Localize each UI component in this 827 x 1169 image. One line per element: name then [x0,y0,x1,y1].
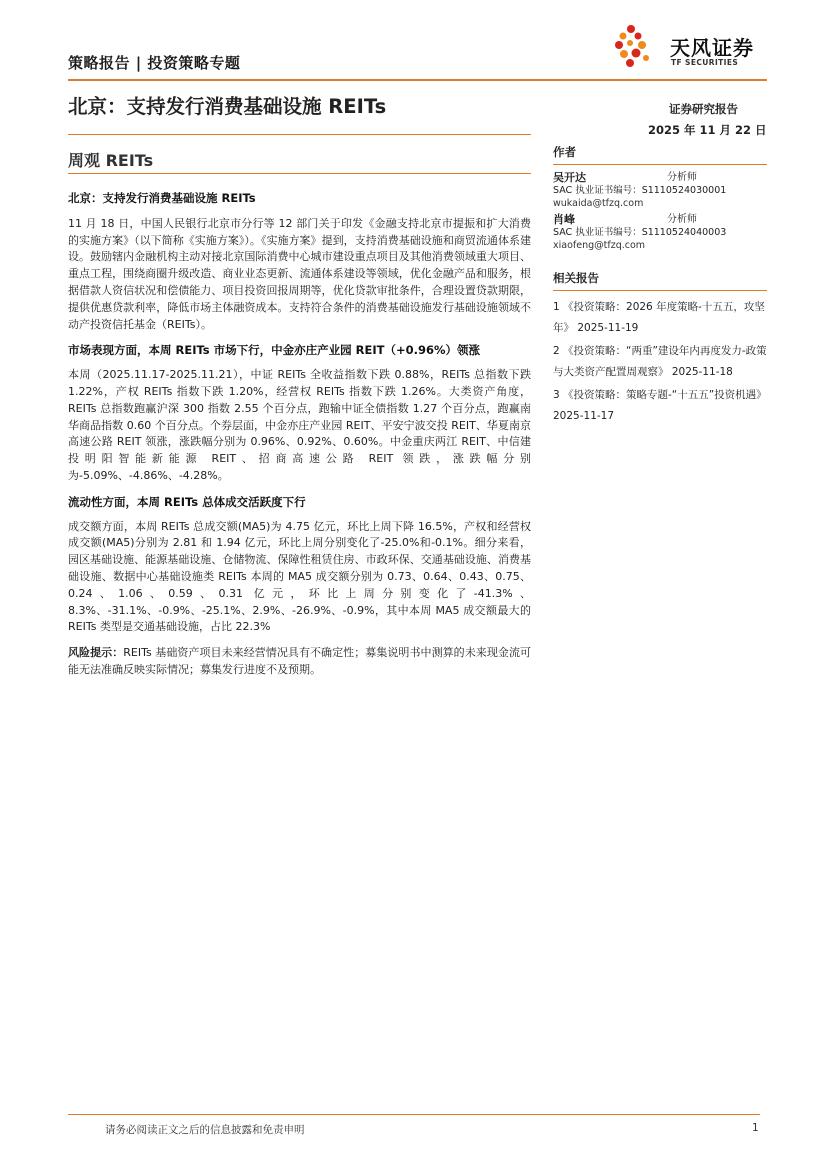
author-sac: SAC 执业证书编号：S1110524030001 [553,185,727,196]
document-type: 证券研究报告 [669,102,738,116]
author-email[interactable]: xiaofeng@tfzq.com [553,240,646,251]
author-sac: SAC 执业证书编号：S1110524040003 [553,227,727,238]
risk-warning [68,645,531,679]
main-content [68,190,531,688]
author-role: 分析师 [667,172,697,183]
related-report-link[interactable]: 1 《投资策略：2026 年度策略-十五五，攻坚年》 2025-11-19 [553,301,765,334]
paragraph-liquidity: 成交额方面，本周 REITs 总成交额(MA5)为 4.75 亿元，环比上周下降 16.5%，产权和经营权成交额(MA5)分别为 2.81 和 1.94 亿元，环比上周分别变化了-25.0%和-0.1%。细分来看，园区基础设施、能源基础设施、仓储物流、保障性租赁住房、市政环保、交通基础设施、消费基础设施、数据中心基础设施类 REITs 本周的 MA5 成交额分别为 0.73、0.64、0.43、0.75、0.24、1.06、0.59、0.31 亿元，环比上周分别变化了-41.3%、8.3%、-31.1%、-0.9%、-25.1%、2.9%、-26.9%、-0.9%，其中本周 MA5 成交额最大的 REITs 类型是交通基础设施，占比 22.3% [68,519,531,634]
author-name: 肖峰 [553,213,575,226]
author-role: 分析师 [667,214,697,225]
paragraph-policy: 11 月 18 日，中国人民银行北京市分行等 12 部门关于印发《金融支持北京市提振和扩大消费的实施方案》（以下简称《实施方案》）。《实施方案》提到，支持消费基础设施和商贸流通体系建设。鼓励辖内金融机构主动对接北京国际消费中心城市建设重点项目及其他消费领域重大项目、重点工程，围绕商圈升级改造、商业业态更新、流通体系建设等领域，优化金融产品和服务，根据借款人资信状况和偿债能力、项目投资回报周期等，优化贷款审批条件，合理设置贷款期限，提供优惠贷款利率，降低市场主体融资成本。支持符合条件的消费基础设施发行基础设施领域不动产投资信托基金（REITs）。 [68,216,531,331]
related-reports [553,297,767,427]
related-report-link[interactable]: 2 《投资策略：“两重”建设年内再度发力-政策与大类资产配置周观察》 2025-11-18 [553,345,767,378]
author-email[interactable]: wukaida@tfzq.com [553,198,644,209]
sidebar [553,140,767,429]
header-divider [68,79,767,81]
footer-disclaimer: 请务必阅读正文之后的信息披露和免责申明 [105,1124,305,1136]
risk-label: 风险提示： [68,646,124,660]
report-title: 北京：支持发行消费基础设施 REITs [68,95,387,118]
author-card [553,213,767,252]
heading-liquidity: 流动性方面，本周 REITs 总体成交活跃度下行 [68,494,306,509]
related-report-link[interactable]: 3 《投资策略：策略专题-“十五五”投资机遇》 2025-11-17 [553,389,767,422]
footer-divider [68,1114,760,1115]
section-divider [68,173,531,174]
section-title: 周观 REITs [68,151,154,170]
authors-heading: 作者 [553,140,767,165]
author-name: 吴开达 [553,171,586,184]
heading-market: 市场表现方面，本周 REITs 市场下行，中金亦庄产业园 REIT（+0.96%）领涨 [68,343,481,358]
brand-name-en: TF SECURITIES [671,58,739,67]
page-number: 1 [752,1122,759,1134]
report-series: 策略报告 | 投资策略专题 [68,54,241,72]
report-date: 2025 年 11 月 22 日 [648,123,767,137]
related-heading: 相关报告 [553,266,767,291]
brand-name-cn: 天风证券 [670,36,754,60]
paragraph-market: 本周（2025.11.17-2025.11.21），中证 REITs 全收益指数下跌 0.88%，REITs 总指数下跌 1.22%，产权 REITs 指数下跌 1.20%，经营权 REITs 指数下跌 1.26%。大类资产角度，REITs 总指数跑赢沪深 300 指数 2.55 个百分点，跑输中证全债指数 1.27 个百分点，跑赢南华商品指数 0.60 个百分点。个券层面，中金亦庄产业园 REIT、平安宁波交投 REIT、华夏南京高速公路 REIT 领涨，涨跌幅分别为 0.96%、0.92%、0.60%。中金重庆两江 REIT、中信建投明阳智能新能源 REIT、招商高速公路 REIT 领跌，涨跌幅分别为-5.09%、-4.86%、-4.28%。 [68,368,531,482]
heading-policy: 北京：支持发行消费基础设施 REITs [68,191,256,205]
author-card [553,171,767,210]
title-divider [68,134,531,135]
risk-text: REITs 基础资产项目未来经营情况具有不确定性；募集说明书中测算的未来现金流可能无法准确反映实际情况；募集发行进度不及预期。 [68,646,531,676]
